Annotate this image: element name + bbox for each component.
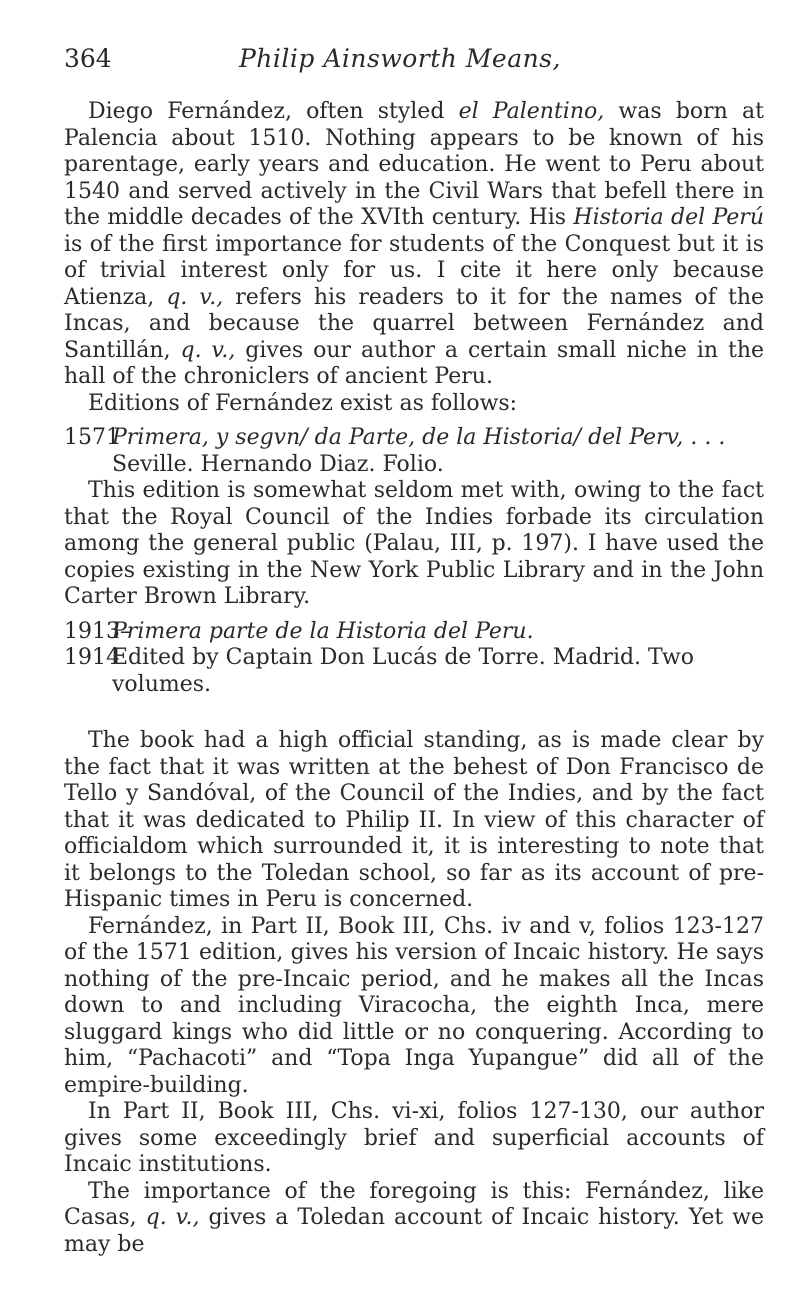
edition-title: Primera, y segvn/ da Parte, de la Historia/ del Perv, . . . — [112, 425, 726, 450]
paragraph-biography: Diego Fernández, often styled el Palentino, was born at Palencia about 1510. Nothing appears to be known of his parentage, early years and education. He went to Peru about 1540 and served actively in the Civil Wars that befell there in the middle decades of the XVIth century. His Historia del Perú is of the first importance for students of the Conquest but it is of trivial interest only for us. I cite it here only because Atienza, q. v., refers his readers to it for the names of the Incas, and because the quarrel between Fernández and Santillán, q. v., gives our author a certain small niche in the hall of the chroniclers of ancient Peru. — [64, 99, 765, 389]
edition-entry — [64, 619, 764, 646]
edition-entry — [64, 645, 764, 698]
paragraph-editions-intro: Editions of Fernández exist as follows: — [88, 390, 518, 416]
running-head: Philip Ainsworth Means, — [238, 44, 561, 73]
page-body — [64, 99, 764, 1258]
paragraph-official-standing: The book had a high official standing, as is made clear by the fact that it was written at the behest of Don Francisco de Tello y Sandóval, of the Council of the Indies, and by the fact that it was dedicated to Philip II. In view of this character of officialdom which surrounded it, it is interesting to note that it belongs to the Toledan school, so far as its account of pre-Hispanic times in Peru is concerned. — [64, 728, 764, 912]
edition-year: 1914 — [64, 645, 120, 670]
edition-details: Seville. Hernando Diaz. Folio. — [112, 451, 444, 477]
page-header — [64, 44, 736, 78]
section-gap — [64, 698, 764, 728]
page-number: 364 — [64, 44, 112, 73]
edition-year: 1571 — [64, 425, 120, 450]
edition-title: Primera parte de la Historia del Peru. — [112, 618, 534, 644]
edition-details: Edited by Captain Don Lucás de Torre. Madrid. Two volumes. — [112, 645, 695, 697]
paragraph-institutions: In Part II, Book III, Chs. vi-xi, folios 127-130, our author gives some exceedingly brief and superficial accounts of Incaic institutions. — [64, 1099, 764, 1177]
edition-entry — [64, 425, 764, 478]
paragraph-incaic-history: Fernández, in Part II, Book III, Chs. iv and v, folios 123-127 of the 1571 edition, gives his version of Incaic history. He says nothing of the pre-Incaic period, and he makes all the Incas down to and including Viracocha, the eighth Inca, mere sluggard kings who did little or no conquering. According to him, “Pachacoti” and “Topa Inga Yupangue” did all of the empire-building. — [64, 913, 764, 1098]
edition-year: 1913– — [64, 618, 131, 644]
paragraph-importance: The importance of the foregoing is this: Fernández, like Casas, q. v., gives a Toledan account of Incaic history. Yet we may be — [64, 1178, 764, 1257]
edition-note: This edition is somewhat seldom met with, owing to the fact that the Royal Council of the Indies forbade its circulation among the general public (Palau, III, p. 197). I have used the copies existing in the New York Public Library and in the John Carter Brown Library. — [64, 478, 764, 609]
